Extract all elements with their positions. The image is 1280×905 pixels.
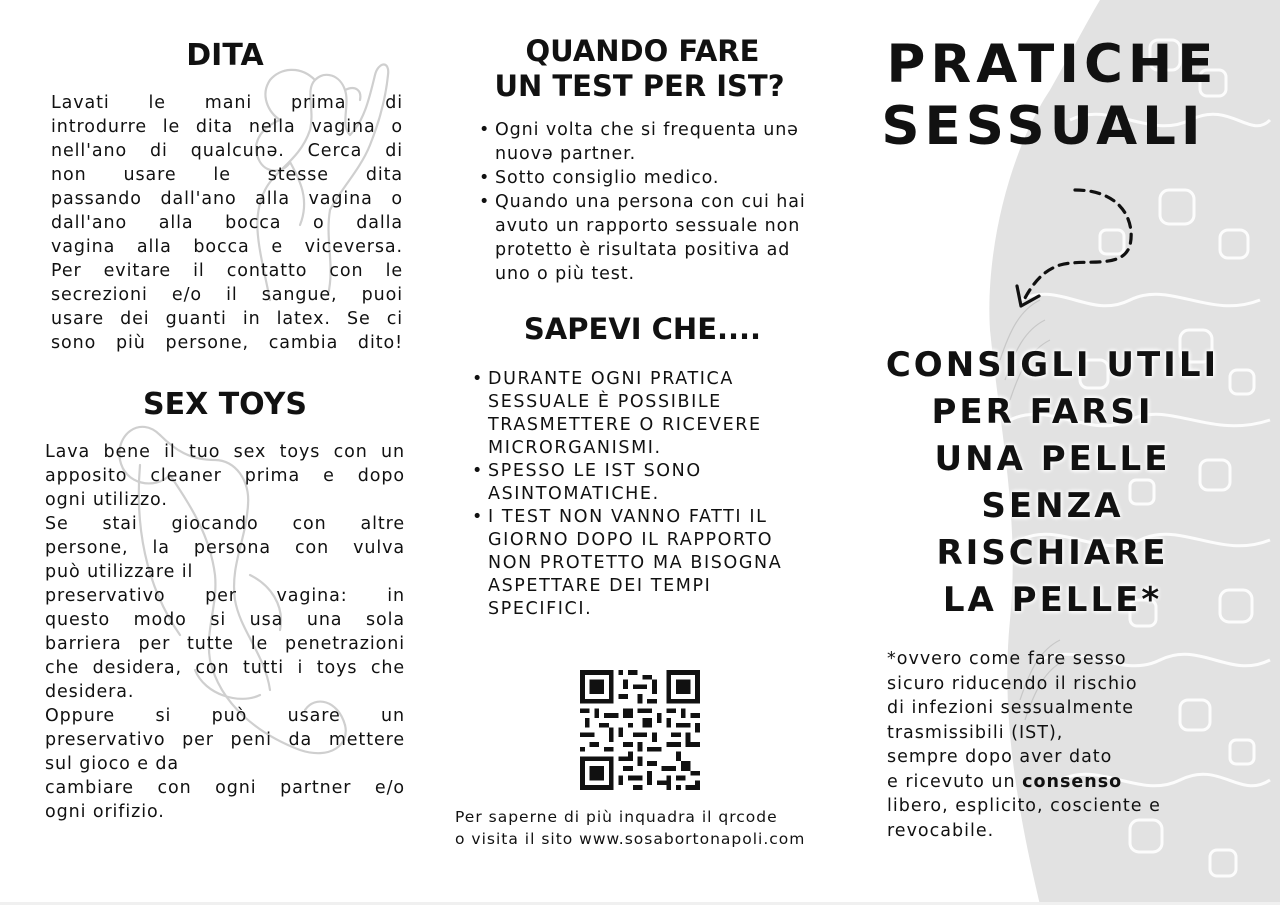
- dita-line: vagina alla bocca e viceversa.: [51, 237, 403, 257]
- dita-paragraph: [51, 91, 403, 355]
- footnote: [887, 647, 1237, 843]
- quando-heading: [455, 34, 830, 104]
- sex-toys-line: questo modo si usa una sola: [45, 610, 405, 630]
- main-title-line2: SESSUALI: [881, 96, 1206, 157]
- sex-toys-line: preservativo per vagina: in: [45, 586, 405, 606]
- sex-toys-line: Se stai giocando con altre: [45, 514, 405, 534]
- dita-line: nell'ano di qualcunə. Cerca di: [51, 141, 403, 161]
- dita-line: passando dall'ano alla vagina o: [51, 189, 403, 209]
- sex-toys-line: che desidera, con tutti i toys che: [45, 658, 405, 678]
- sex-toys-paragraph: [45, 440, 405, 824]
- right-panel: [860, 30, 1245, 158]
- sex-toys-line: cambiare con ogni partner e/o: [45, 778, 405, 798]
- dita-line: non usare le stesse dita: [51, 165, 403, 185]
- dashed-arrow-icon: [1005, 180, 1145, 315]
- dita-line: sono più persone, cambia dito!: [51, 333, 403, 353]
- subtitle-line: LA PELLE*: [942, 580, 1163, 620]
- qr-code[interactable]: [580, 670, 700, 790]
- website-link[interactable]: o visita il sito www.sosabortonapoli.com: [455, 830, 806, 848]
- dita-line: Lavati le mani prima di: [51, 93, 403, 113]
- qr-caption: [455, 806, 855, 850]
- sex-toys-line: persone, la persona con vulva: [45, 538, 405, 558]
- dita-line: usare dei guanti in latex. Se ci: [51, 309, 403, 329]
- quando-heading-line1: QUANDO FARE: [525, 34, 760, 68]
- dita-line: secrezioni e/o il sangue, puoi: [51, 285, 403, 305]
- main-title: [860, 34, 1245, 158]
- consent-emphasis: consenso: [1022, 771, 1123, 792]
- dita-heading: DITA: [186, 38, 264, 73]
- list-item: • Sotto consiglio medico.: [479, 166, 809, 190]
- sex-toys-line: Oppure si può usare un: [45, 706, 405, 726]
- sex-toys-line: Lava bene il tuo sex toys con un: [45, 442, 405, 462]
- sex-toys-line: preservativo per peni da mettere: [45, 730, 405, 750]
- sex-toys-line: sul gioco e da: [45, 754, 179, 774]
- middle-panel: [455, 30, 830, 621]
- list-item: • DURANTE OGNI PRATICA SESSUALE È POSSIBILE TRASMETTERE O RICEVERE MICRORGANISMI.: [472, 368, 822, 460]
- list-item: • Ogni volta che si frequenta unə nuovə partner.: [479, 118, 809, 166]
- subtitle-line: SENZA RISCHIARE: [936, 486, 1169, 573]
- sapevi-heading: SAPEVI CHE....: [523, 312, 762, 346]
- footnote-line: libero, esplicito, cosciente e: [887, 796, 1161, 816]
- list-item: • I TEST NON VANNO FATTI IL GIORNO DOPO IL RAPPORTO NON PROTETTO MA BISOGNA ASPETTARE DEI TEMPI SPECIFICI.: [472, 506, 822, 621]
- main-title-line1: PRATICHE: [886, 34, 1219, 95]
- subtitle-line: CONSIGLI UTILI: [885, 345, 1220, 385]
- footnote-line: revocabile.: [887, 820, 995, 841]
- footnote-line: sempre dopo aver dato: [887, 747, 1113, 767]
- sex-toys-line: ogni orifizio.: [45, 802, 165, 822]
- subtitle-block: [860, 342, 1245, 624]
- subtitle-line: UNA PELLE: [934, 439, 1171, 479]
- subtitle-line: PER FARSI: [931, 392, 1154, 432]
- sex-toys-line: desidera.: [45, 682, 135, 702]
- footnote-line: *ovvero come fare sesso: [887, 649, 1127, 669]
- sex-toys-line: può utilizzare il: [45, 562, 194, 582]
- sapevi-list: [472, 368, 822, 621]
- list-item: • Quando una persona con cui hai avuto un rapporto sessuale non protetto è risultata positiva ad uno o più test.: [479, 190, 809, 286]
- sex-toys-line: apposito cleaner prima e dopo: [45, 466, 405, 486]
- dita-line: dall'ano alla bocca o dalla: [51, 213, 403, 233]
- footnote-line: di infezioni sessualmente: [887, 698, 1135, 718]
- footnote-line: sicuro riducendo il rischio: [887, 673, 1138, 694]
- dita-line: introdurre le dita nella vagina o: [51, 117, 403, 137]
- qr-caption-line1: Per saperne di più inquadra il qrcode: [455, 808, 778, 826]
- footnote-consent-line: [887, 770, 1237, 795]
- sex-toys-line: barriera per tutte le penetrazioni: [45, 634, 405, 654]
- footnote-line: trasmissibili (IST),: [887, 722, 1064, 743]
- dita-line: Per evitare il contatto con le: [51, 261, 403, 281]
- quando-heading-line2: UN TEST PER IST?: [494, 69, 785, 103]
- footnote-pre: e ricevuto un: [887, 771, 1023, 792]
- sex-toys-heading: SEX TOYS: [143, 387, 307, 422]
- list-item: • SPESSO LE IST SONO ASINTOMATICHE.: [472, 460, 822, 506]
- quando-list: [479, 118, 809, 286]
- sex-toys-line: ogni utilizzo.: [45, 490, 168, 510]
